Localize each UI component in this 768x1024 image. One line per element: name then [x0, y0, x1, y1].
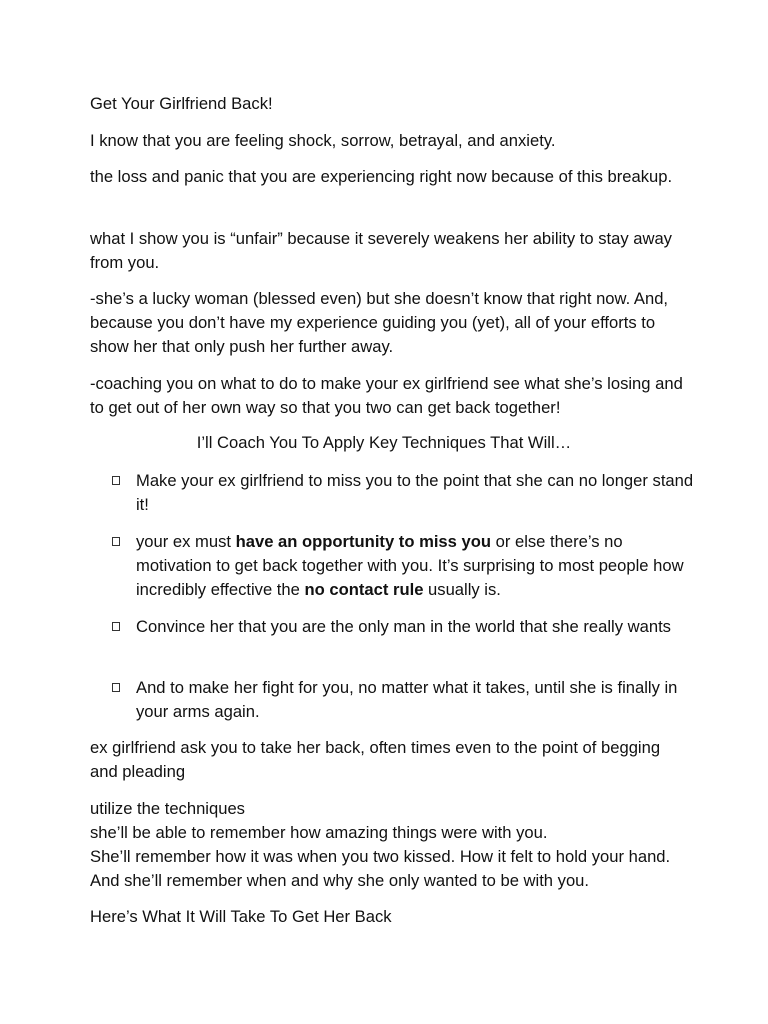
checkbox-bullet-icon	[112, 476, 120, 485]
document-title: Get Your Girlfriend Back!	[90, 94, 273, 113]
line-3: She’ll remember how it was when you two kissed. How it felt to hold your hand. And she’ll remember when and why she only wanted to be with you.	[90, 847, 671, 890]
centered-heading: I’ll Coach You To Apply Key Techniques That Will…	[196, 433, 572, 452]
bullet-2-pre: your ex must	[136, 532, 236, 551]
bullet-2-bold-1: have an opportunity to miss you	[235, 532, 491, 551]
checkbox-bullet-icon	[112, 683, 120, 692]
line-2: she’ll be able to remember how amazing things were with you.	[90, 823, 548, 842]
bullet-2-mid: or else there’s no motivation to get back together with you. It’s surprising to most people how incredibly effective the	[136, 532, 684, 599]
bullet-2-bold-2: no contact rule	[304, 580, 424, 599]
bullet-text-4: And to make her fight for you, no matter what it takes, until she is finally in your arms again.	[136, 678, 678, 721]
checkbox-bullet-icon	[112, 622, 120, 631]
bullet-text-1: Make your ex girlfriend to miss you to the point that she can no longer stand it!	[136, 471, 694, 514]
paragraph-3: what I show you is “unfair” because it severely weakens her ability to stay away from you.	[90, 229, 672, 272]
bullet-text-2	[136, 530, 696, 602]
paragraph-5: -coaching you on what to do to make your ex girlfriend see what she’s losing and to get out of her own way so that you two can get back together!	[90, 374, 683, 417]
paragraph-2: the loss and panic that you are experiencing right now because of this breakup.	[90, 167, 673, 186]
paragraph-after-bullets: ex girlfriend ask you to take her back, often times even to the point of begging and pleading	[90, 738, 661, 781]
bullet-text-3: Convince her that you are the only man in the world that she really wants	[136, 617, 671, 636]
bullet-2-post: usually is.	[423, 580, 501, 599]
line-1: utilize the techniques	[90, 799, 245, 818]
checkbox-bullet-icon	[112, 537, 120, 546]
paragraph-1: I know that you are feeling shock, sorrow, betrayal, and anxiety.	[90, 131, 556, 150]
closing-heading: Here’s What It Will Take To Get Her Back	[90, 907, 392, 926]
paragraph-4: -she’s a lucky woman (blessed even) but she doesn’t know that right now. And, because you don’t have my experience guiding you (yet), all of your efforts to show her that only push her further away.	[90, 289, 669, 356]
